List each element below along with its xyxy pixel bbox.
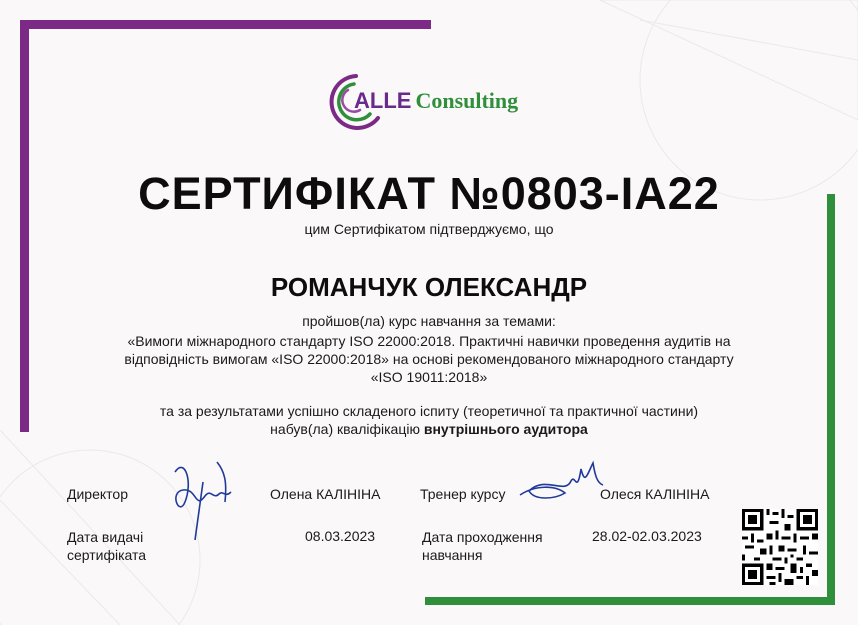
- training-date-label: Дата проходження навчання: [422, 529, 543, 563]
- director-label: Директор: [67, 486, 128, 502]
- frame-right-border: [827, 194, 835, 605]
- trainer-name: Олеся КАЛІНІНА: [600, 486, 710, 502]
- frame-top-border: [20, 20, 431, 29]
- issue-date: 08.03.2023: [305, 528, 376, 544]
- recipient-name: РОМАНЧУК ОЛЕКСАНДР: [270, 272, 588, 302]
- result-line: та за результатами успішно складеного іспиту (теоретичної та практичної частини): [159, 403, 699, 419]
- trainer-signature: [515, 455, 610, 510]
- qr-code-icon: [742, 509, 818, 585]
- training-dates: 28.02-02.03.2023: [592, 528, 702, 544]
- frame-bottom-border: [425, 597, 835, 605]
- course-line: пройшов(ла) курс навчання за темами:: [302, 313, 556, 329]
- qualification-value: внутрішнього аудитора: [423, 421, 588, 437]
- director-name: Олена КАЛІНІНА: [270, 486, 381, 502]
- course-topic: «Вимоги міжнародного стандарту ISO 22000:2018. Практичні навички проведення аудитів на відповідність вимогам «ISO 22000:2018» на основі рекомендованого міжнародного стандарту «ISO 19011:2018»: [124, 333, 734, 385]
- company-logo: [326, 70, 546, 132]
- issue-date-label: Дата видачі сертифіката: [67, 529, 147, 563]
- certificate-title: СЕРТИФІКАТ №0803-IA22: [138, 168, 720, 219]
- qualification-prefix: набув(ла) кваліфікацію: [270, 421, 420, 437]
- qualification-line: [0, 421, 858, 437]
- trainer-label: Тренер курсу: [420, 486, 506, 502]
- confirm-line: цим Сертифікатом підтверджуємо, що: [304, 221, 554, 237]
- logo-wordmark: [354, 88, 518, 114]
- logo-suffix: Consulting: [415, 88, 519, 113]
- logo-brand: ALLE: [354, 88, 412, 113]
